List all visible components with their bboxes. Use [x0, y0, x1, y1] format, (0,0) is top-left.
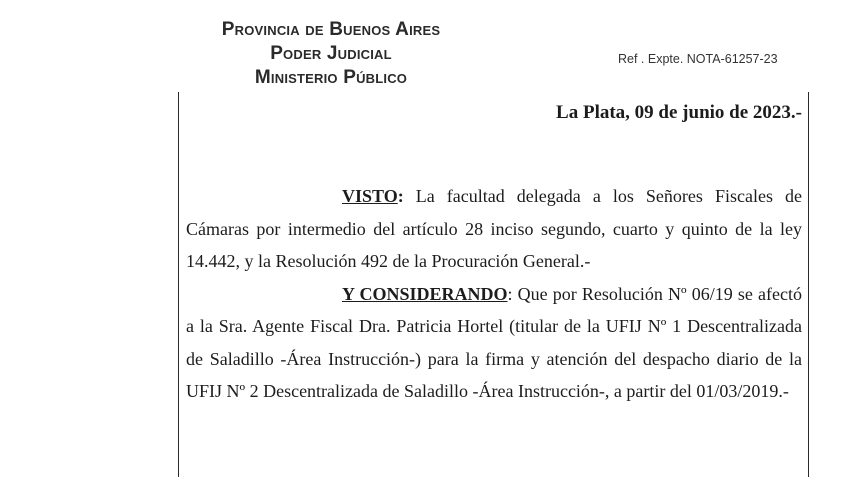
- visto-text: La facultad delegada a los Señores Fiscales de Cámaras por intermedio del artículo 28 inciso segundo, cuarto y quinto de la ley 14.442, y la Resolución 492 de la Procuración General.-: [186, 186, 802, 271]
- visto-heading: VISTO: [342, 186, 398, 206]
- letterhead-judicial-power: Poder Judicial: [270, 43, 392, 64]
- visto-paragraph: [186, 180, 802, 278]
- letterhead: [196, 18, 466, 90]
- considerando-colon: :: [507, 283, 513, 304]
- considerando-text: Que por Resolución Nº 06/19 se afectó a la Sra. Agente Fiscal Dra. Patricia Hortel (titular de la UFIJ Nº 1 Descentralizada de Saladillo -Área Instrucción-) para la firma y atención del despacho diario de la UFIJ Nº 2 Descentralizada de Saladillo -Área Instrucción-, a partir del 01/03/2019.-: [186, 283, 802, 401]
- file-reference: Ref . Expte. NOTA-61257-23: [618, 52, 778, 66]
- right-margin-line: [808, 92, 809, 477]
- date-line: La Plata, 09 de junio de 2023.-: [556, 102, 802, 123]
- visto-colon: :: [397, 186, 404, 206]
- letterhead-province: Provincia de Buenos Aires: [221, 19, 441, 40]
- considerando-paragraph: [186, 278, 802, 408]
- document-body: [186, 180, 802, 408]
- left-margin-line: [178, 92, 179, 477]
- letterhead-public-ministry: Ministerio Público: [254, 67, 408, 88]
- considerando-heading: Y CONSIDERANDO: [342, 283, 508, 304]
